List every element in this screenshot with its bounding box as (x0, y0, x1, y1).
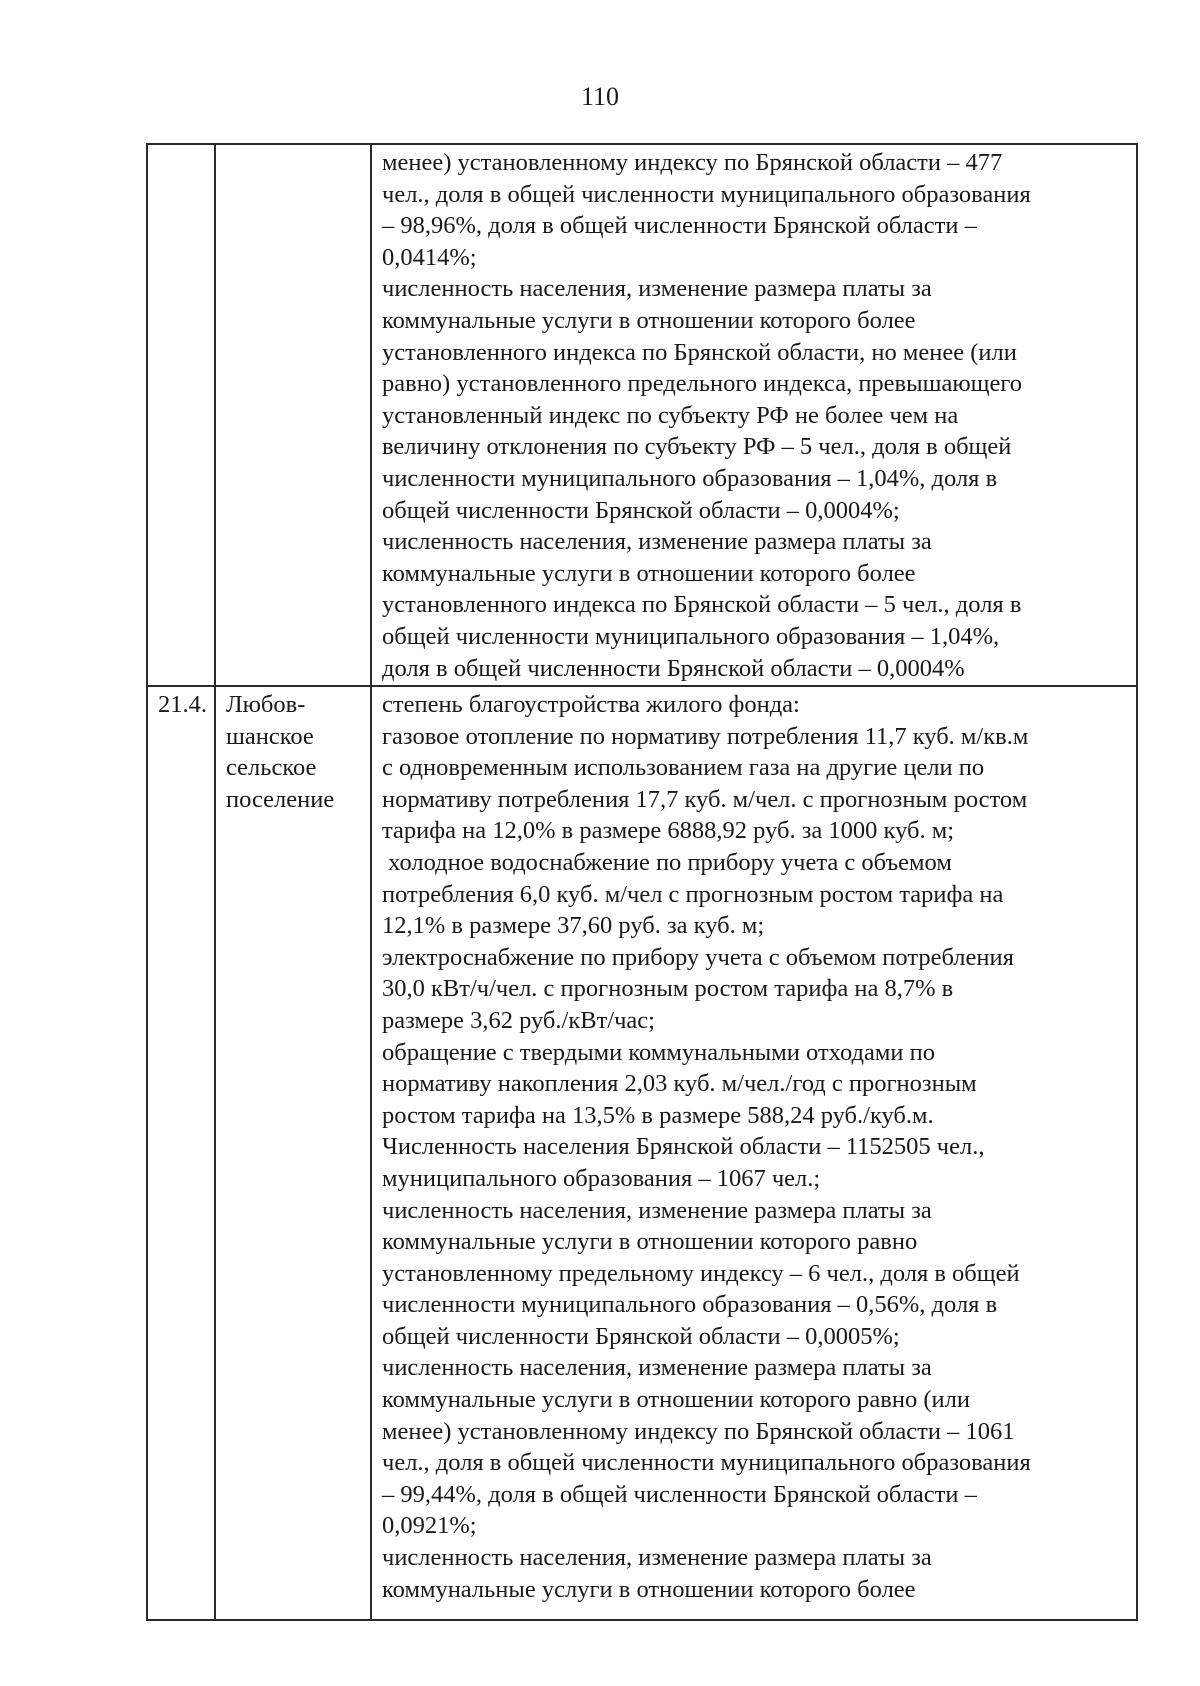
description-line: численность населения, изменение размера платы за (382, 275, 932, 303)
description-line: общей численности Брянской области – 0,0005%; (382, 1322, 900, 1350)
description-line: тарифа на 12,0% в размере 6888,92 руб. за 1000 куб. м; (382, 817, 955, 845)
description-line: чел., доля в общей численности муниципального образования (382, 180, 1031, 208)
description-line: равно) установленного предельного индекса, превышающего (382, 370, 1023, 398)
description-line: коммунальные услуги в отношении которого более (382, 559, 916, 587)
table-row (147, 144, 1137, 686)
description-line: – 98,96%, доля в общей численности Брянской области – (382, 212, 977, 240)
description-line: коммунальные услуги в отношении которого более (382, 306, 916, 334)
description-line: газовое отопление по нормативу потребления 11,7 куб. м/кв.м (382, 722, 1029, 750)
description-line: менее) установленному индексу по Брянской области – 477 (382, 149, 1003, 176)
description-line: численности муниципального образования – 0,56%, доля в (382, 1291, 998, 1319)
description-line: установленного индекса по Брянской области, но менее (или (382, 338, 1017, 366)
description-line: общей численности муниципального образования – 1,04%, (382, 622, 1000, 650)
page-number: 110 (580, 82, 620, 111)
row-number-cell (147, 144, 215, 686)
description-line: численность населения, изменение размера платы за (382, 1354, 932, 1382)
description-line: 0,0921%; (382, 1512, 477, 1540)
description-line: ростом тарифа на 13,5% в размере 588,24 руб./куб.м. (382, 1101, 934, 1129)
description-cell (371, 144, 1137, 686)
description-line: степень благоустройства жилого фонда: (382, 691, 800, 718)
settlement-name-line: Любов- (226, 691, 306, 718)
description-line: 12,1% в размере 37,60 руб. за куб. м; (382, 912, 765, 940)
settlement-name-line: шанское (226, 722, 314, 750)
description-line: численность населения, изменение размера платы за (382, 1544, 932, 1572)
description-line: общей численности Брянской области – 0,0004%; (382, 496, 900, 524)
description-line: чел., доля в общей численности муниципального образования (382, 1449, 1031, 1477)
description-line: муниципального образования – 1067 чел.; (382, 1164, 821, 1192)
description-line: коммунальные услуги в отношении которого равно (или (382, 1386, 970, 1414)
description-line: численность населения, изменение размера платы за (382, 528, 932, 556)
settlement-name-line: сельское (226, 754, 317, 782)
description-line: численность населения, изменение размера платы за (382, 1196, 932, 1224)
description-line: коммунальные услуги в отношении которого равно (382, 1228, 918, 1256)
description-line: холодное водоснабжение по прибору учета с объемом (382, 848, 952, 876)
description-line: величину отклонения по субъекту РФ – 5 чел., доля в общей (382, 433, 1012, 461)
description-cell (371, 686, 1137, 1620)
description-line: установленный индекс по субъекту РФ не более чем на (382, 401, 959, 429)
description-line: установленного индекса по Брянской области – 5 чел., доля в (382, 591, 1022, 619)
description-line: установленному предельному индексу – 6 чел., доля в общей (382, 1259, 1020, 1287)
document-table (146, 143, 1138, 1621)
row-number: 21.4. (158, 691, 207, 718)
description-line: 30,0 кВт/ч/чел. с прогнозным ростом тарифа на 8,7% в (382, 975, 954, 1003)
description-line: – 99,44%, доля в общей численности Брянской области – (382, 1480, 977, 1508)
description-line: численности муниципального образования – 1,04%, доля в (382, 464, 998, 492)
settlement-name-line: поселение (226, 785, 335, 813)
description-line: доля в общей численности Брянской области – 0,0004% (382, 654, 965, 682)
description-line: Численность населения Брянской области – 1152505 чел., (382, 1133, 985, 1161)
settlement-name-cell (215, 144, 371, 686)
description-line: электроснабжение по прибору учета с объемом потребления (382, 943, 1014, 971)
description-line: размере 3,62 руб./кВт/час; (382, 1006, 655, 1034)
description-line: нормативу накопления 2,03 куб. м/чел./год с прогнозным (382, 1070, 977, 1098)
description-line: менее) установленному индексу по Брянской области – 1061 (382, 1417, 1015, 1445)
description-line: обращение с твердыми коммунальными отходами по (382, 1038, 935, 1066)
description-line: с одновременным использованием газа на другие цели по (382, 754, 985, 782)
description-line: нормативу потребления 17,7 куб. м/чел. с прогнозным ростом (382, 785, 1028, 813)
row-number-cell (147, 686, 215, 1620)
settlement-name-cell (215, 686, 371, 1620)
description-line: 0,0414%; (382, 243, 477, 271)
table-row (147, 686, 1137, 1620)
description-line: коммунальные услуги в отношении которого более (382, 1575, 916, 1603)
description-line: потребления 6,0 куб. м/чел с прогнозным ростом тарифа на (382, 880, 1004, 908)
